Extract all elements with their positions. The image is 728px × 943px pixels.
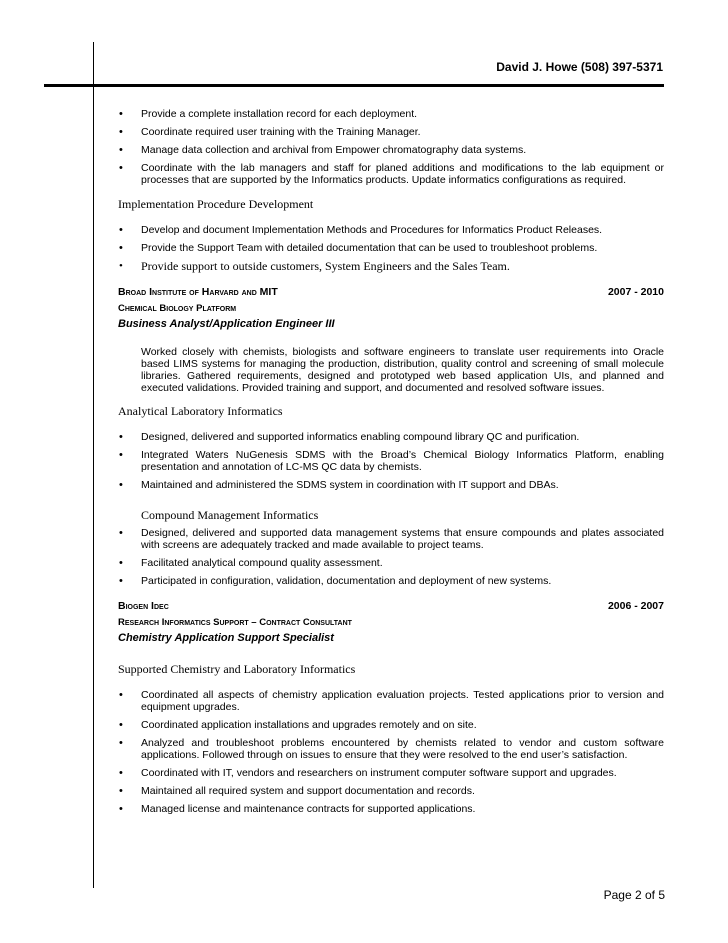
impl-heading: Implementation Procedure Development (118, 197, 314, 211)
list-item: • Coordinated application installations and upgrades remotely and on site. (118, 719, 664, 731)
resume-body (118, 108, 664, 815)
list-item: • Coordinate with the lab managers and staff for planed additions and modifications to the lab equipment or processes that are supported by the Informatics products. Update informatics configurations as required. (118, 162, 664, 186)
list-item: • Maintained and administered the SDMS system in coordination with IT support and DBAs. (118, 479, 664, 491)
list-item: • Participated in configuration, validation, documentation and deployment of new systems. (118, 575, 664, 587)
section0-bullet-list (118, 108, 664, 186)
job1-dept: Chemical Biology Platform (118, 303, 237, 314)
list-item: • Integrated Waters NuGenesis SDMS with the Broad’s Chemical Biology Informatics Platform, enabling presentation and annotation of LC-MS QC data by chemists. (118, 449, 664, 473)
header-rule (44, 84, 664, 87)
left-margin-rule (93, 42, 94, 888)
job2-title: Chemistry Application Support Specialist (118, 632, 334, 644)
header-name-phone: David J. Howe (508) 397-5371 (496, 60, 663, 74)
job2-dates: 2006 - 2007 (607, 600, 664, 612)
job2-sub1-bullet-list (118, 689, 664, 815)
job1-sub1-bullet-list (118, 431, 664, 491)
job1-dates: 2007 - 2010 (607, 286, 664, 298)
list-item: • Develop and document Implementation Methods and Procedures for Informatics Product Releases. (118, 224, 664, 236)
job1-sub1-heading: Analytical Laboratory Informatics (118, 404, 283, 418)
list-item: • Provide a complete installation record for each deployment. (118, 108, 664, 120)
list-item: • Designed, delivered and supported data management systems that ensure compounds and plates associated with screens are adequately tracked and made available to project teams. (118, 527, 664, 551)
job1-sub2-bullet-list (118, 527, 664, 587)
list-item: • Coordinated all aspects of chemistry application evaluation projects. Tested applications prior to version and equipment upgrades. (118, 689, 664, 713)
list-item: • Coordinated with IT, vendors and researchers on instrument computer software support and upgrades. (118, 767, 664, 779)
list-item: • Analyzed and troubleshoot problems encountered by chemists related to vendor and custom software applications. Followed through on issues to ensure that they were resolved to the end user’s satisfaction. (118, 737, 664, 761)
job1-summary: Worked closely with chemists, biologists and software engineers to translate user requirements into Oracle based LIMS systems for managing the production, distribution, quality control and screening of small molecule libraries. Gathered requirements, designed and prototyped web based application UIs, and planned and executed validations. Provided training and support, and documented and resolved software issues. (141, 346, 664, 394)
job2-sub1-heading: Supported Chemistry and Laboratory Informatics (118, 662, 356, 676)
list-item: • Provide support to outside customers, System Engineers and the Sales Team. (118, 260, 664, 272)
job2-org: Biogen Idec (118, 600, 169, 612)
job1-org: Broad Institute of Harvard and MIT (118, 286, 278, 298)
list-item: • Facilitated analytical compound quality assessment. (118, 557, 664, 569)
impl-bullet-list (118, 224, 664, 272)
list-item: • Designed, delivered and supported informatics enabling compound library QC and purification. (118, 431, 664, 443)
job1-sub2-heading: Compound Management Informatics (141, 508, 319, 522)
list-item: • Managed license and maintenance contracts for supported applications. (118, 803, 664, 815)
job1-org-line (118, 285, 664, 299)
list-item: • Provide the Support Team with detailed documentation that can be used to troubleshoot problems. (118, 242, 664, 254)
list-item: • Coordinate required user training with the Training Manager. (118, 126, 664, 138)
page-number: Page 2 of 5 (603, 888, 665, 902)
job2-org-line (118, 599, 664, 613)
list-item: • Manage data collection and archival from Empower chromatography data systems. (118, 144, 664, 156)
job1-title: Business Analyst/Application Engineer III (118, 318, 335, 330)
job2-dept: Research Informatics Support – Contract Consultant (118, 617, 352, 628)
list-item: • Maintained all required system and support documentation and records. (118, 785, 664, 797)
